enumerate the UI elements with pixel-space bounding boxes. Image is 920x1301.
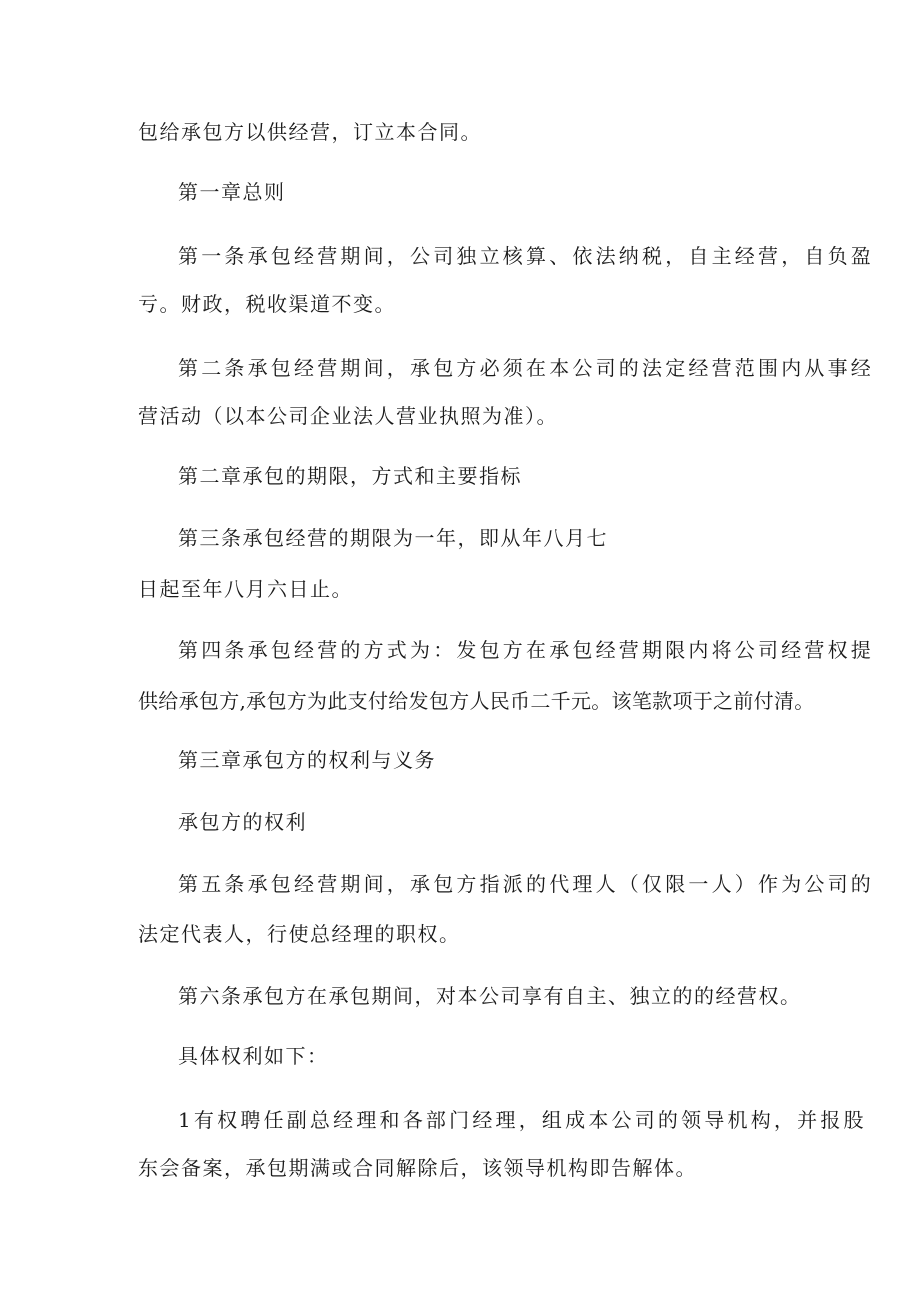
article-4-line-2: 供给承包方,承包方为此支付给发包方人民币二千元。该笔款项于之前付清。 (138, 689, 815, 713)
text-line-contract-intro: 包给承包方以供经营，订立本合同。 (138, 120, 482, 144)
article-1-line-2: 亏。财政，税收渠道不变。 (138, 292, 396, 316)
article-5-line-1: 第五条承包经营期间，承包方指派的代理人（仅限一人）作为公司的 (178, 872, 874, 896)
article-1-line-1: 第一条承包经营期间，公司独立核算、依法纳税，自主经营，自负盈 (178, 244, 874, 268)
chapter-3-heading: 第三章承包方的权利与义务 (178, 748, 436, 772)
chapter-2-heading: 第二章承包的期限，方式和主要指标 (178, 464, 522, 488)
right-1-line-1: 1有权聘任副总经理和各部门经理，组成本公司的领导机构，并报股 (178, 1108, 867, 1132)
article-4-line-1: 第四条承包经营的方式为：发包方在承包经营期限内将公司经营权提 (178, 638, 874, 662)
article-2-line-2: 营活动（以本公司企业法人营业执照为准）。 (138, 404, 558, 428)
contractor-rights-heading: 承包方的权利 (178, 810, 307, 834)
specific-rights-heading: 具体权利如下： (178, 1044, 329, 1068)
article-3-line-2: 日起至年八月六日止。 (138, 577, 353, 601)
article-2-line-1: 第二条承包经营期间，承包方必须在本公司的法定经营范围内从事经 (178, 356, 874, 380)
right-1-line-2: 东会备案，承包期满或合同解除后，该领导机构即告解体。 (138, 1156, 697, 1180)
article-3-line-1: 第三条承包经营的期限为一年，即从年八月七 (178, 526, 608, 550)
chapter-1-heading: 第一章总则 (178, 180, 286, 204)
article-5-line-2: 法定代表人，行使总经理的职权。 (138, 922, 461, 946)
article-6-line-1: 第六条承包方在承包期间，对本公司享有自主、独立的的经营权。 (178, 984, 802, 1008)
